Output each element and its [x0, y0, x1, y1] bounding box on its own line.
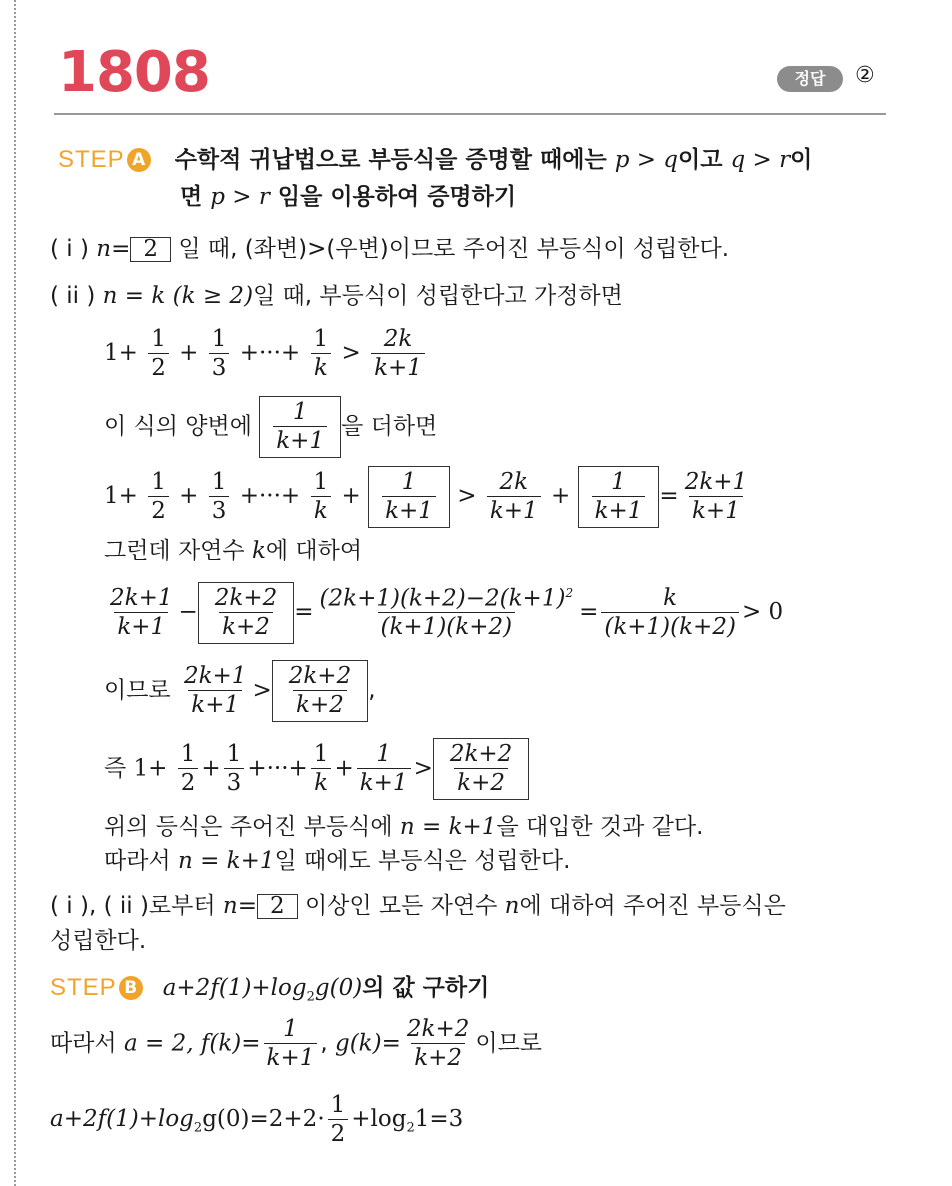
step-b-title	[50, 976, 489, 1004]
fraction	[286, 665, 354, 717]
operator: > 0	[741, 599, 784, 625]
step-a-text: 이	[790, 147, 813, 173]
denominator: k+1	[264, 1043, 318, 1070]
step-a-title-line1	[58, 148, 812, 172]
case-i-text: 일 때, (좌변)>(우변)이므로 주어진 부등식이 성립한다.	[178, 236, 730, 262]
given-functions-line	[50, 1018, 542, 1070]
denominator: k+2	[219, 612, 273, 639]
numerator: 1	[151, 326, 166, 352]
term: 1+	[104, 483, 138, 509]
term: 1+	[104, 340, 138, 366]
operator: >	[457, 483, 477, 509]
added-inequality	[104, 466, 753, 528]
operator: =	[294, 599, 314, 625]
step-a-text: 이고	[678, 147, 723, 173]
answer-box	[272, 660, 368, 722]
answer-box	[368, 466, 450, 528]
answer-value: ②	[855, 63, 875, 88]
denominator: 2	[148, 353, 169, 380]
fraction	[317, 587, 577, 640]
text: 이 식의 양변에	[104, 413, 252, 440]
numerator: 2k+1	[183, 663, 247, 689]
numerator: 2k	[499, 469, 529, 495]
case-ii-line	[50, 285, 623, 308]
natural-number-line	[104, 540, 362, 563]
answer-box: 2	[257, 894, 298, 919]
numerator: 2k	[383, 326, 413, 352]
numerator-text: (2k+1)(k+2)−2(k+1)	[319, 585, 566, 612]
fraction	[447, 743, 515, 795]
case-i-line	[50, 237, 729, 262]
numerator: 1	[211, 326, 227, 352]
fraction	[148, 471, 169, 523]
denominator: k+1	[487, 496, 541, 523]
subscript: 2	[306, 989, 315, 1005]
text: ( i ), ( ii )로부터	[50, 893, 216, 919]
numerator: 2k+1	[684, 469, 748, 495]
text: 에 대하여	[265, 538, 363, 564]
denominator: k	[311, 496, 331, 523]
fraction	[311, 328, 332, 380]
text: 을 더하면	[341, 413, 438, 440]
case-i-box: 2	[130, 237, 171, 262]
numerator: 1	[401, 469, 417, 495]
numerator: 2k+2	[288, 663, 352, 689]
text: 을 대입한 것과 같다.	[496, 814, 704, 840]
math: 1=3	[414, 1106, 464, 1132]
step-a-text: 임을 이용하여 증명하기	[277, 184, 517, 210]
denominator: 2	[178, 768, 199, 795]
operator: =	[237, 893, 258, 919]
that-is-line	[104, 738, 529, 800]
fraction	[273, 401, 327, 453]
operator: +	[550, 483, 571, 509]
denominator: 3	[209, 496, 230, 523]
fraction	[209, 471, 230, 523]
text: 이므로	[475, 1030, 543, 1057]
answer-box	[259, 396, 341, 458]
math: g(0)	[314, 975, 363, 1001]
case-i-label: ( i )	[50, 236, 89, 262]
numerator: 1	[180, 741, 196, 767]
operator: >	[252, 677, 272, 704]
text: 의 값 구하기	[362, 975, 490, 1001]
numerator: 1	[151, 469, 166, 495]
denominator: k+1	[371, 353, 425, 380]
denominator: k+1	[689, 496, 743, 523]
fraction	[181, 665, 249, 717]
step-a-math: p > q	[614, 147, 679, 173]
fraction	[382, 471, 436, 523]
numerator: 1	[611, 469, 626, 495]
fraction	[404, 1018, 472, 1070]
math: g(k)=	[334, 1030, 401, 1057]
difference-computation	[104, 582, 783, 644]
case-i-eq: =	[111, 236, 131, 262]
denominator: k+2	[293, 690, 347, 717]
denominator: k+2	[411, 1043, 465, 1070]
operator: +···+	[239, 483, 301, 509]
text: 즉 1+	[104, 755, 168, 782]
denominator: k+1	[592, 496, 646, 523]
text: 그런데 자연수	[104, 538, 245, 564]
text: 이상인 모든 자연수	[304, 893, 498, 919]
operator: >	[341, 340, 361, 366]
denominator: 2	[148, 496, 169, 523]
therefore-line	[104, 660, 376, 722]
fraction	[148, 328, 169, 380]
fraction	[264, 1018, 318, 1070]
denominator: 2	[328, 1119, 349, 1146]
denominator: k+1	[188, 690, 242, 717]
fraction	[487, 471, 541, 523]
variable: k	[251, 538, 266, 564]
denominator: k+1	[273, 426, 327, 453]
answer-box	[578, 466, 660, 528]
text: 일 때에도 부등식은 성립한다.	[274, 848, 571, 874]
answer-badge: 정답	[777, 66, 843, 92]
denominator: k	[311, 768, 331, 795]
exponent: 2	[565, 585, 574, 600]
step-b-badge: STEP	[50, 974, 117, 1001]
text: 따라서	[50, 1030, 117, 1057]
denominator: k	[311, 353, 331, 380]
operator: +	[179, 483, 199, 509]
case-i-var: n	[96, 236, 112, 262]
numerator: k	[663, 585, 678, 611]
subscript: 2	[193, 1120, 203, 1136]
fraction	[357, 743, 411, 795]
numerator: 1	[376, 741, 391, 767]
punctuation: ,	[368, 677, 376, 704]
hence-line	[104, 850, 570, 873]
conclusion-line1	[50, 894, 786, 919]
fraction	[212, 587, 280, 639]
fraction	[311, 743, 332, 795]
numerator: 1	[330, 1092, 346, 1118]
answer-box	[198, 582, 294, 644]
step-a-badge: STEP	[58, 146, 125, 173]
fraction	[328, 1094, 349, 1146]
case-ii-label: ( ii )	[50, 283, 96, 309]
conclusion-line2: 성립한다.	[50, 928, 147, 954]
answer-box	[433, 738, 529, 800]
fraction	[371, 328, 425, 380]
operator: =	[659, 483, 679, 509]
problem-number: 1808	[58, 40, 210, 105]
variable: n	[504, 893, 520, 919]
case-ii-text: 일 때, 부등식이 성립한다고 가정하면	[253, 283, 623, 309]
step-a-text: 면	[180, 184, 203, 210]
fraction	[601, 587, 739, 639]
math: a = 2,	[123, 1030, 194, 1057]
step-a-title-line2	[180, 186, 516, 209]
denominator: (k+1)(k+2)	[378, 612, 516, 639]
operator: +	[334, 755, 354, 782]
numerator: 1	[313, 326, 329, 352]
fraction	[107, 587, 175, 639]
denominator: k+1	[357, 768, 411, 795]
numerator: 1	[211, 469, 227, 495]
numerator: 1	[292, 399, 308, 425]
step-b-letter: B	[119, 976, 143, 1000]
math: a+2f(1)+log	[50, 1106, 194, 1132]
operator: +···+	[247, 755, 308, 782]
operator: +	[179, 340, 199, 366]
math: n = k+1	[177, 848, 275, 874]
numerator: 2k+2	[406, 1016, 470, 1042]
header-divider	[54, 113, 886, 115]
fraction	[592, 471, 646, 523]
denominator: k+1	[114, 612, 168, 639]
math: f(k)=	[200, 1030, 261, 1057]
step-a-math: q > r	[730, 147, 791, 173]
math: +log	[351, 1106, 407, 1132]
numerator: 2k+2	[449, 741, 513, 767]
final-computation	[50, 1094, 463, 1146]
variable: n	[222, 893, 238, 919]
punctuation: ,	[320, 1030, 328, 1057]
numerator: 2k+1	[110, 585, 173, 611]
denominator: k+1	[382, 496, 436, 523]
operator: +	[341, 483, 361, 509]
fraction	[224, 743, 245, 795]
fraction	[209, 328, 230, 380]
step-a-math: p > r	[210, 184, 270, 210]
step-a-letter: A	[127, 148, 151, 172]
numerator: 1	[313, 741, 329, 767]
math: g(0)=2+2·	[202, 1106, 325, 1132]
case-ii-math: n = k (k ≥ 2)	[102, 283, 254, 309]
substitution-line	[104, 816, 703, 839]
subscript: 2	[406, 1120, 415, 1136]
math: n = k+1	[399, 814, 497, 840]
operator: =	[579, 599, 599, 625]
numerator	[317, 587, 577, 613]
text: 에 대하여 주어진 부등식은	[519, 893, 786, 919]
add-both-sides-line	[104, 396, 437, 458]
text: 따라서	[104, 848, 171, 874]
denominator: k+2	[454, 768, 508, 795]
fraction	[178, 743, 199, 795]
denominator: 3	[224, 768, 245, 795]
operator: +	[201, 755, 221, 782]
fraction	[311, 471, 332, 523]
text: 이므로	[104, 677, 171, 704]
numerator: 1	[313, 469, 329, 495]
hypothesis-inequality	[104, 328, 428, 380]
operator: +···+	[239, 340, 301, 366]
numerator: 1	[283, 1016, 298, 1042]
numerator: 1	[226, 741, 242, 767]
step-a-text: 수학적 귀납법으로 부등식을 증명할 때에는	[174, 147, 607, 173]
operator: −	[178, 599, 198, 625]
operator: >	[413, 755, 433, 782]
fraction	[682, 471, 750, 523]
denominator: 3	[209, 353, 230, 380]
math: a+2f(1)+log	[162, 975, 307, 1001]
denominator: (k+1)(k+2)	[601, 612, 739, 639]
numerator: 2k+2	[214, 585, 278, 611]
text: 위의 등식은 주어진 부등식에	[104, 814, 393, 840]
page-margin-dots	[14, 0, 16, 1186]
